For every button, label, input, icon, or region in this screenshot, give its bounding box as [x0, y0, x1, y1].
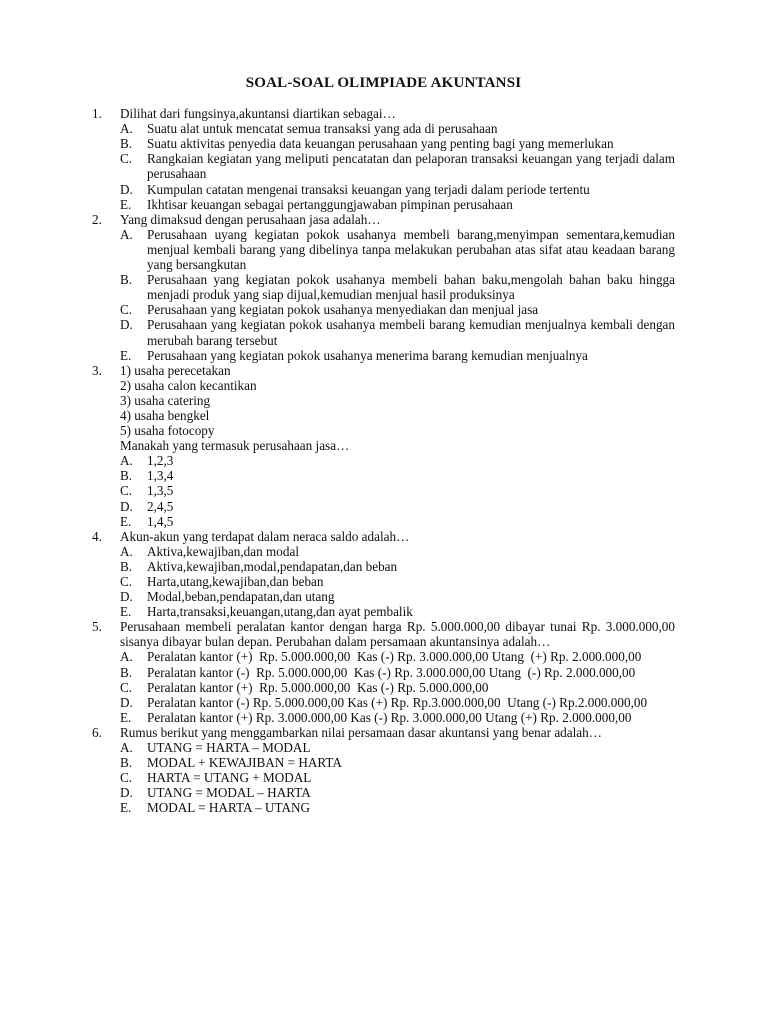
question-number: 6.: [92, 724, 102, 740]
option-d: [120, 499, 675, 514]
option-letter: B.: [120, 468, 133, 484]
option-text: MODAL = HARTA – UTANG: [147, 800, 311, 816]
list-item: 3) usaha catering: [120, 392, 211, 408]
option-letter: E.: [120, 604, 132, 620]
option-e: [120, 348, 675, 363]
option-a: [120, 544, 675, 559]
question-number: 1.: [92, 106, 102, 122]
list-item: 4) usaha bengkel: [120, 407, 210, 423]
option-letter: A.: [120, 543, 133, 559]
option-letter: E.: [120, 347, 132, 363]
option-a: [120, 649, 675, 664]
option-letter: A.: [120, 121, 133, 137]
option-d: [120, 317, 675, 347]
question-stem: Akun-akun yang terdapat dalam neraca saldo adalah…: [120, 528, 410, 544]
option-letter: C.: [120, 483, 133, 499]
option-text: UTANG = HARTA – MODAL: [147, 740, 311, 756]
option-b: [120, 665, 675, 680]
question-stem: Manakah yang termasuk perusahaan jasa…: [120, 438, 350, 454]
option-text: Peralatan kantor (+) Rp. 5.000.000,00 Kas (-) Rp. 5.000.000,00: [147, 679, 489, 695]
option-c: [120, 680, 675, 695]
option-letter: D.: [120, 785, 133, 801]
option-a: [120, 227, 675, 272]
option-letter: B.: [120, 664, 133, 680]
option-d: [120, 182, 675, 197]
option-text: Perusahaan yang kegiatan pokok usahanya menyediakan dan menjual jasa: [147, 302, 539, 318]
option-text: Perusahaan uyang kegiatan pokok usahanya membeli barang,menyimpan sementara,kemudian menjual kembali barang yang dibelinya tanpa melakukan perubahan atas sifat atau keadaan barang yang bersangkutan: [147, 226, 675, 273]
option-letter: E.: [120, 800, 132, 816]
option-text: Peralatan kantor (+) Rp. 3.000.000,00 Kas (-) Rp. 3.000.000,00 Utang (+) Rp. 2.000.000,00: [147, 709, 632, 725]
option-letter: B.: [120, 558, 133, 574]
option-text: Perusahaan yang kegiatan pokok usahanya menerima barang kemudian menjualnya: [147, 347, 588, 363]
document-page: [92, 76, 675, 816]
option-text: 1,4,5: [147, 513, 174, 529]
option-letter: A.: [120, 226, 133, 242]
option-letter: D.: [120, 181, 133, 197]
option-b: [120, 559, 675, 574]
option-letter: A.: [120, 649, 133, 665]
option-text: Aktiva,kewajiban,modal,pendapatan,dan beban: [147, 558, 398, 574]
option-letter: C.: [120, 302, 133, 318]
option-a: [120, 121, 675, 136]
option-text: UTANG = MODAL – HARTA: [147, 785, 311, 801]
option-d: [120, 589, 675, 604]
option-letter: B.: [120, 272, 133, 288]
option-text: 1,3,4: [147, 468, 174, 484]
option-letter: C.: [120, 770, 133, 786]
option-b: [120, 272, 675, 302]
option-e: [120, 800, 675, 815]
option-text: Ikhtisar keuangan sebagai pertanggungjawaban pimpinan perusahaan: [147, 196, 513, 212]
option-text: 2,4,5: [147, 498, 174, 514]
option-letter: B.: [120, 136, 133, 152]
option-e: [120, 514, 675, 529]
option-b: [120, 755, 675, 770]
option-letter: D.: [120, 317, 133, 333]
option-letter: B.: [120, 755, 133, 771]
page-title: SOAL-SOAL OLIMPIADE AKUNTANSI: [245, 75, 522, 91]
list-item: 5) usaha fotocopy: [120, 423, 215, 439]
option-text: Peralatan kantor (-) Rp. 5.000.000,00 Kas (+) Rp. Rp.3.000.000,00 Utang (-) Rp.2.000.000,00: [147, 694, 648, 710]
option-text: Modal,beban,pendapatan,dan utang: [147, 589, 335, 605]
option-text: HARTA = UTANG + MODAL: [147, 770, 312, 786]
option-letter: D.: [120, 498, 133, 514]
option-text: Perusahaan yang kegiatan pokok usahanya membeli barang kemudian menjualnya kembali dengan merubah barang tersebut: [147, 317, 675, 348]
option-letter: D.: [120, 589, 133, 605]
option-text: 1,2,3: [147, 453, 174, 469]
option-c: [120, 483, 675, 498]
option-c: [120, 574, 675, 589]
option-text: Perusahaan yang kegiatan pokok usahanya membeli bahan baku,mengolah bahan baku hingga menjadi produk yang siap dijual,kemudian menjual hasil produksinya: [147, 272, 675, 303]
option-b: [120, 136, 675, 151]
option-a: [120, 453, 675, 468]
option-letter: E.: [120, 513, 132, 529]
option-text: MODAL + KEWAJIBAN = HARTA: [147, 755, 342, 771]
option-d: [120, 785, 675, 800]
option-text: Kumpulan catatan mengenai transaksi keuangan yang terjadi dalam periode tertentu: [147, 181, 590, 197]
question-stem: Dilihat dari fungsinya,akuntansi diartikan sebagai…: [120, 106, 396, 122]
option-text: Aktiva,kewajiban,dan modal: [147, 543, 299, 559]
option-b: [120, 468, 675, 483]
option-c: [120, 151, 675, 181]
option-letter: E.: [120, 709, 132, 725]
question-number: 2.: [92, 211, 102, 227]
option-text: Harta,utang,kewajiban,dan beban: [147, 574, 324, 589]
question-4: [92, 529, 675, 620]
question-6: [92, 725, 675, 816]
option-letter: A.: [120, 453, 133, 469]
option-c: [120, 302, 675, 317]
option-text: Harta,transaksi,keuangan,utang,dan ayat pembalik: [147, 604, 413, 620]
option-e: [120, 197, 675, 212]
question-number: 3.: [92, 362, 102, 378]
question-stem: Perusahaan membeli peralatan kantor dengan harga Rp. 5.000.000,00 dibayar tunai Rp. 3.000.000,00 sisanya dibayar bulan depan. Perubahan dalam persamaan akuntansinya adalah…: [120, 619, 675, 650]
question-1: [92, 106, 675, 212]
option-d: [120, 695, 675, 710]
option-letter: E.: [120, 196, 132, 212]
option-c: [120, 770, 675, 785]
option-letter: D.: [120, 694, 133, 710]
option-letter: C.: [120, 151, 133, 167]
option-text: Suatu aktivitas penyedia data keuangan perusahaan yang penting bagi yang memerlukan: [147, 136, 614, 152]
list-item: 1) usaha perecetakan: [120, 362, 231, 378]
option-text: 1,3,5: [147, 483, 174, 499]
option-text: Peralatan kantor (-) Rp. 5.000.000,00 Kas (-) Rp. 3.000.000,00 Utang (-) Rp. 2.000.000,00: [147, 664, 636, 680]
question-stem: Rumus berikut yang menggambarkan nilai persamaan dasar akuntansi yang benar adalah…: [120, 724, 602, 740]
question-number: 5.: [92, 619, 102, 635]
question-3: [92, 363, 675, 529]
option-e: [120, 604, 675, 619]
question-5: [92, 619, 675, 725]
option-text: Rangkaian kegiatan yang meliputi pencatatan dan pelaporan transaksi keuangan yang terjadi dalam perusahaan: [147, 151, 675, 182]
option-letter: A.: [120, 740, 133, 756]
question-2: [92, 212, 675, 363]
option-letter: C.: [120, 679, 133, 695]
option-text: Peralatan kantor (+) Rp. 5.000.000,00 Kas (-) Rp. 3.000.000,00 Utang (+) Rp. 2.000.000,00: [147, 649, 642, 665]
question-number: 4.: [92, 528, 102, 544]
option-a: [120, 740, 675, 755]
question-stem: Yang dimaksud dengan perusahaan jasa adalah…: [120, 211, 381, 227]
option-text: Suatu alat untuk mencatat semua transaksi yang ada di perusahaan: [147, 121, 498, 137]
list-item: 2) usaha calon kecantikan: [120, 377, 257, 393]
option-e: [120, 710, 675, 725]
option-letter: C.: [120, 574, 133, 589]
